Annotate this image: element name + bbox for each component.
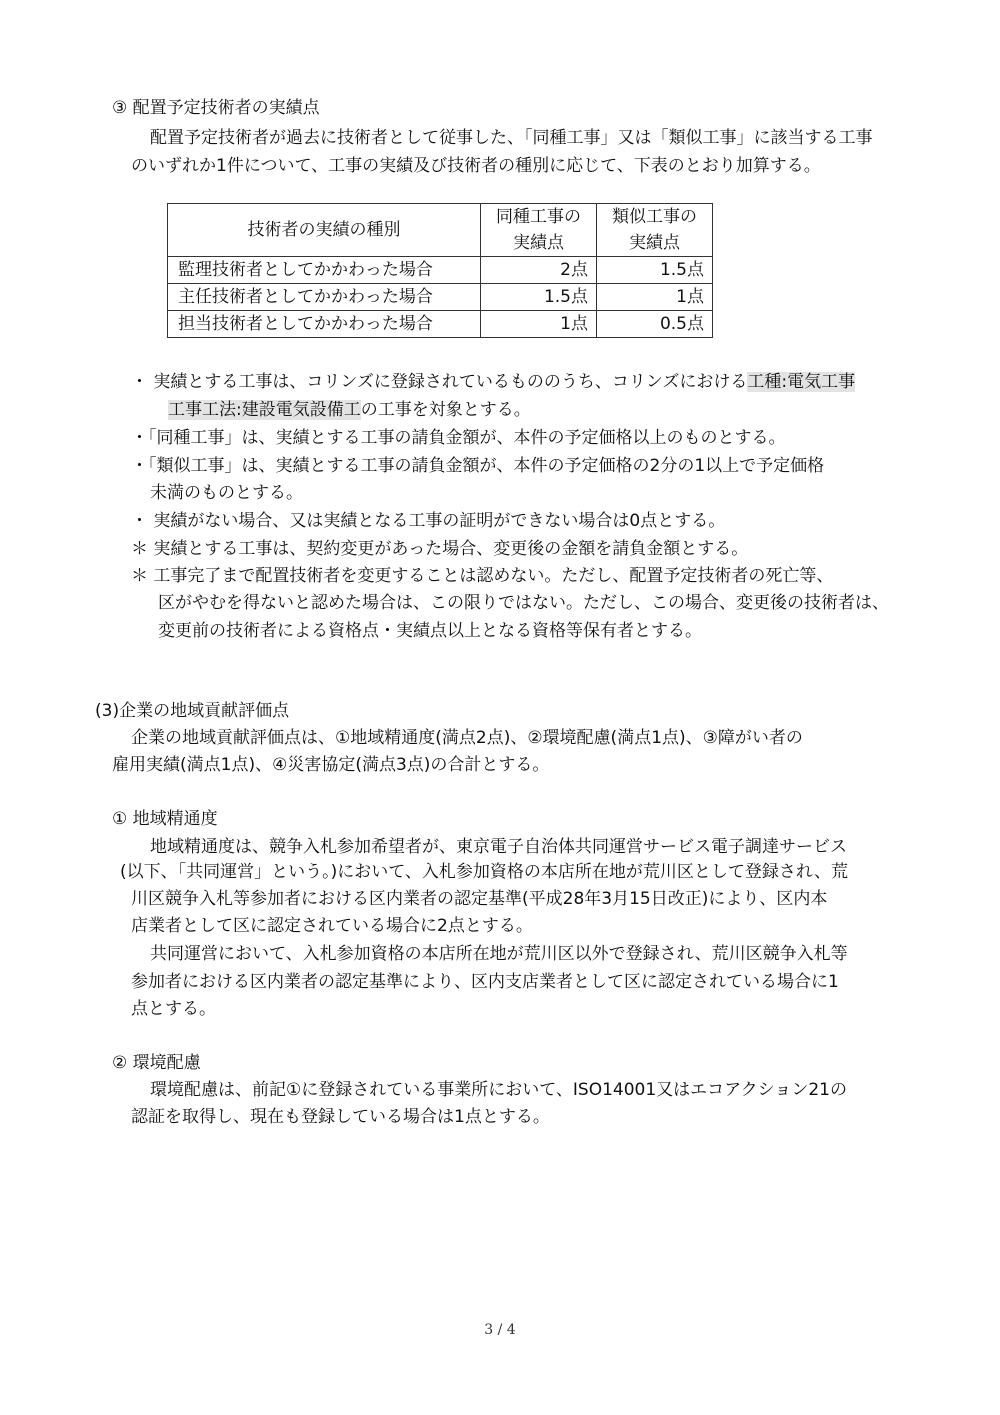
table-row [168, 284, 713, 311]
table-cell: 0.5点 [597, 311, 713, 338]
note-line: ・「同種工事」は、実績とする工事の請負金額が、本件の予定価格以上のものとする。 [131, 428, 786, 448]
subsection-heading: ② 環境配慮 [112, 1053, 201, 1073]
paragraph-line: 雇用実績(満点1点)、④災害協定(満点3点)の合計とする。 [112, 755, 550, 775]
paragraph-line: 川区競争入札等参加者における区内業者の認定基準(平成28年3月15日改正)により、区内本 [131, 889, 828, 909]
subsection-heading: ① 地域精通度 [112, 809, 218, 829]
note-line [168, 399, 531, 421]
table-cell: 1点 [597, 284, 713, 311]
paragraph-line: のいずれか1件について、工事の実績及び技術者の種別に応じて、下表のとおり加算する。 [131, 156, 821, 176]
note-line [131, 371, 855, 393]
table-header-cell [481, 204, 597, 257]
table-header-cell [597, 204, 713, 257]
section-heading: (3)企業の地域貢献評価点 [95, 701, 290, 721]
table-cell: 2点 [481, 257, 597, 284]
note-line: 区がやむを得ないと認めた場合は、この限りではない。ただし、この場合、変更後の技術者は、 [158, 593, 889, 613]
score-table [167, 203, 713, 338]
paragraph-line: 参加者における区内業者の認定基準により、区内支店業者として区に認定されている場合に1 [131, 972, 839, 992]
paragraph-line: 環境配慮は、前記①に登録されている事業所において、ISO14001又はエコアクション21の [150, 1080, 847, 1100]
paragraph-line: 認証を取得し、現在も登録している場合は1点とする。 [131, 1107, 550, 1127]
note-line: ・ 実績がない場合、又は実績となる工事の証明ができない場合は0点とする。 [131, 511, 726, 531]
paragraph-line: 配置予定技術者が過去に技術者として従事した、「同種工事」又は「類似工事」に該当する工事 [150, 128, 873, 148]
table-cell: 担当技術者としてかかわった場合 [168, 311, 481, 338]
section-heading: ③ 配置予定技術者の実績点 [112, 98, 320, 118]
paragraph-line: 店業者として区に認定されている場合に2点とする。 [131, 916, 533, 936]
table-header-row [168, 204, 713, 257]
table-cell: 1点 [481, 311, 597, 338]
note-text: の工事を対象とする。 [360, 400, 531, 420]
table-cell: 主任技術者としてかかわった場合 [168, 284, 481, 311]
header-line: 実績点 [629, 233, 680, 253]
header-line: 実績点 [513, 233, 564, 253]
highlighted-text: 工種:電気工事 [747, 372, 856, 392]
paragraph-line: 共同運営において、入札参加資格の本店所在地が荒川区以外で登録され、荒川区競争入札等 [150, 944, 848, 964]
note-line: ＊ 工事完了まで配置技術者を変更することは認めない。ただし、配置予定技術者の死亡等、 [131, 566, 834, 586]
note-text: ・ 実績とする工事は、コリンズに登録されているもののうち、コリンズにおける [131, 372, 748, 392]
highlighted-text: 工事工法:建設電気設備工 [168, 400, 361, 420]
paragraph-line: 地域精通度は、競争入札参加希望者が、東京電子自治体共同運営サービス電子調達サービス [150, 837, 847, 857]
header-line: 類似工事の [612, 207, 697, 227]
note-line: 変更前の技術者による資格点・実績点以上となる資格等保有者とする。 [158, 621, 702, 641]
paragraph-line: 点とする。 [131, 999, 216, 1019]
note-line: 未満のものとする。 [150, 483, 303, 503]
table-row [168, 257, 713, 284]
table-cell: 1.5点 [481, 284, 597, 311]
paragraph-line: 企業の地域貢献評価点は、①地域精通度(満点2点)、②環境配慮(満点1点)、③障がい者の [131, 728, 803, 748]
page-number: 3 / 4 [484, 1322, 516, 1338]
note-line: ＊ 実績とする工事は、契約変更があった場合、変更後の金額を請負金額とする。 [131, 539, 749, 559]
table-cell: 監理技術者としてかかわった場合 [168, 257, 481, 284]
paragraph-line: (以下、「共同運営」という。)において、入札参加資格の本店所在地が荒川区として登録され、荒 [120, 862, 848, 882]
header-line: 同種工事の [496, 207, 581, 227]
table-header-cell: 技術者の実績の種別 [168, 204, 481, 257]
table-row [168, 311, 713, 338]
table-cell: 1.5点 [597, 257, 713, 284]
note-line: ・「類似工事」は、実績とする工事の請負金額が、本件の予定価格の2分の1以上で予定価格 [131, 456, 825, 476]
